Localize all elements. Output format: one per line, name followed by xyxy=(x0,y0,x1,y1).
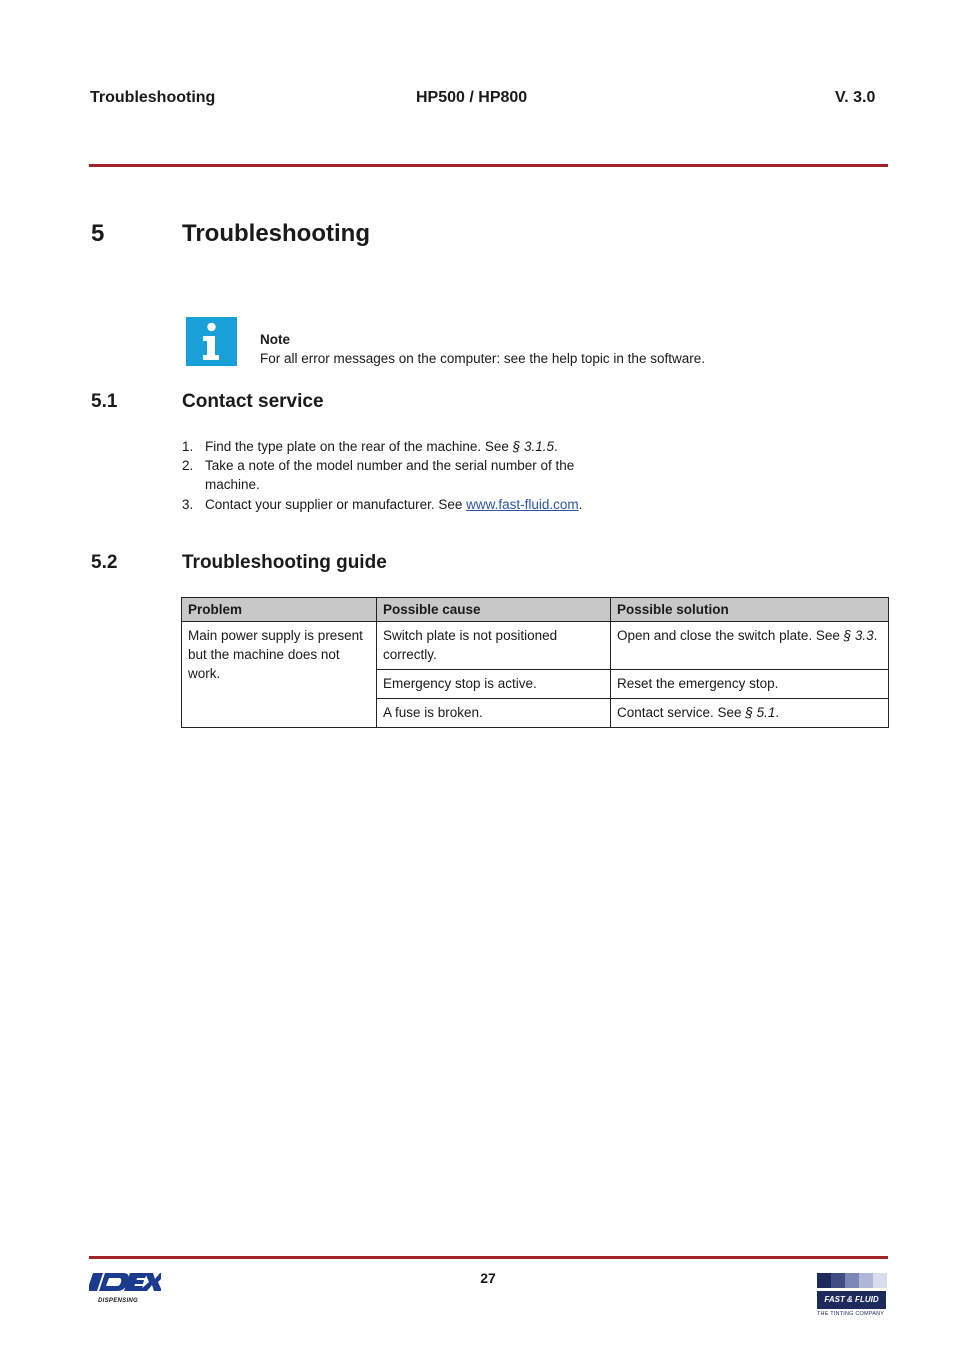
column-header-cause: Possible cause xyxy=(377,598,611,622)
note-title: Note xyxy=(260,332,290,347)
solution-cell xyxy=(611,622,889,670)
list-item xyxy=(182,456,602,494)
section-reference: § 3.1.5 xyxy=(512,439,554,454)
chapter-number: 5 xyxy=(91,220,105,247)
step-text: Find the type plate on the rear of the machine. See xyxy=(205,439,513,454)
info-icon xyxy=(186,317,237,366)
list-item xyxy=(182,495,602,514)
solution-text: Contact service. See xyxy=(617,705,746,720)
idex-logo xyxy=(89,1271,161,1303)
table-header-row xyxy=(182,598,889,622)
footer-rule xyxy=(89,1256,888,1259)
step-suffix: . xyxy=(554,439,558,454)
fast-fluid-logo-name: FAST & FLUID xyxy=(817,1291,886,1309)
website-link[interactable]: www.fast-fluid.com xyxy=(466,496,579,512)
fast-fluid-tagline: THE TINTING COMPANY xyxy=(817,1311,885,1317)
section-5-2-number: 5.2 xyxy=(91,552,118,573)
idex-logo-mark xyxy=(89,1271,161,1293)
header-model: HP500 / HP800 xyxy=(416,89,528,106)
page-number: 27 xyxy=(480,1270,496,1286)
section-5-1-number: 5.1 xyxy=(91,391,118,412)
fast-fluid-color-squares xyxy=(817,1273,887,1288)
column-header-solution: Possible solution xyxy=(611,598,889,622)
section-5-2-title: Troubleshooting guide xyxy=(182,552,387,573)
header-rule xyxy=(89,164,888,167)
step-number: 1. xyxy=(182,439,194,454)
section-reference: § 3.3 xyxy=(843,628,874,643)
troubleshooting-table xyxy=(181,597,889,728)
list-item xyxy=(182,437,602,456)
step-suffix: . xyxy=(578,496,583,512)
section-reference: § 5.1 xyxy=(745,705,776,720)
step-number: 3. xyxy=(182,496,194,512)
header-section-title: Troubleshooting xyxy=(90,89,216,106)
column-header-problem: Problem xyxy=(182,598,377,622)
solution-text: Open and close the switch plate. See xyxy=(617,628,844,643)
solution-suffix: . xyxy=(873,628,878,643)
problem-cell: Main power supply is present but the machine does not work. xyxy=(182,622,377,728)
table-row xyxy=(182,622,889,670)
solution-suffix: . xyxy=(775,705,780,720)
section-5-1-title: Contact service xyxy=(182,391,324,412)
cause-cell: Emergency stop is active. xyxy=(377,670,611,699)
step-text: Take a note of the model number and the serial number of the machine. xyxy=(205,458,575,493)
contact-steps-list xyxy=(182,437,602,514)
solution-cell: Reset the emergency stop. xyxy=(611,670,889,699)
header-version: V. 3.0 xyxy=(835,89,876,106)
solution-cell xyxy=(611,699,889,728)
cause-cell: Switch plate is not positioned correctly. xyxy=(377,622,611,670)
step-text: Contact your supplier or manufacturer. See xyxy=(205,496,467,512)
fast-fluid-logo xyxy=(817,1273,887,1325)
chapter-title: Troubleshooting xyxy=(182,220,370,247)
cause-cell: A fuse is broken. xyxy=(377,699,611,728)
step-number: 2. xyxy=(182,458,194,474)
note-text: For all error messages on the computer: see the help topic in the software. xyxy=(260,351,705,366)
idex-logo-subtitle: DISPENSING xyxy=(98,1298,139,1304)
